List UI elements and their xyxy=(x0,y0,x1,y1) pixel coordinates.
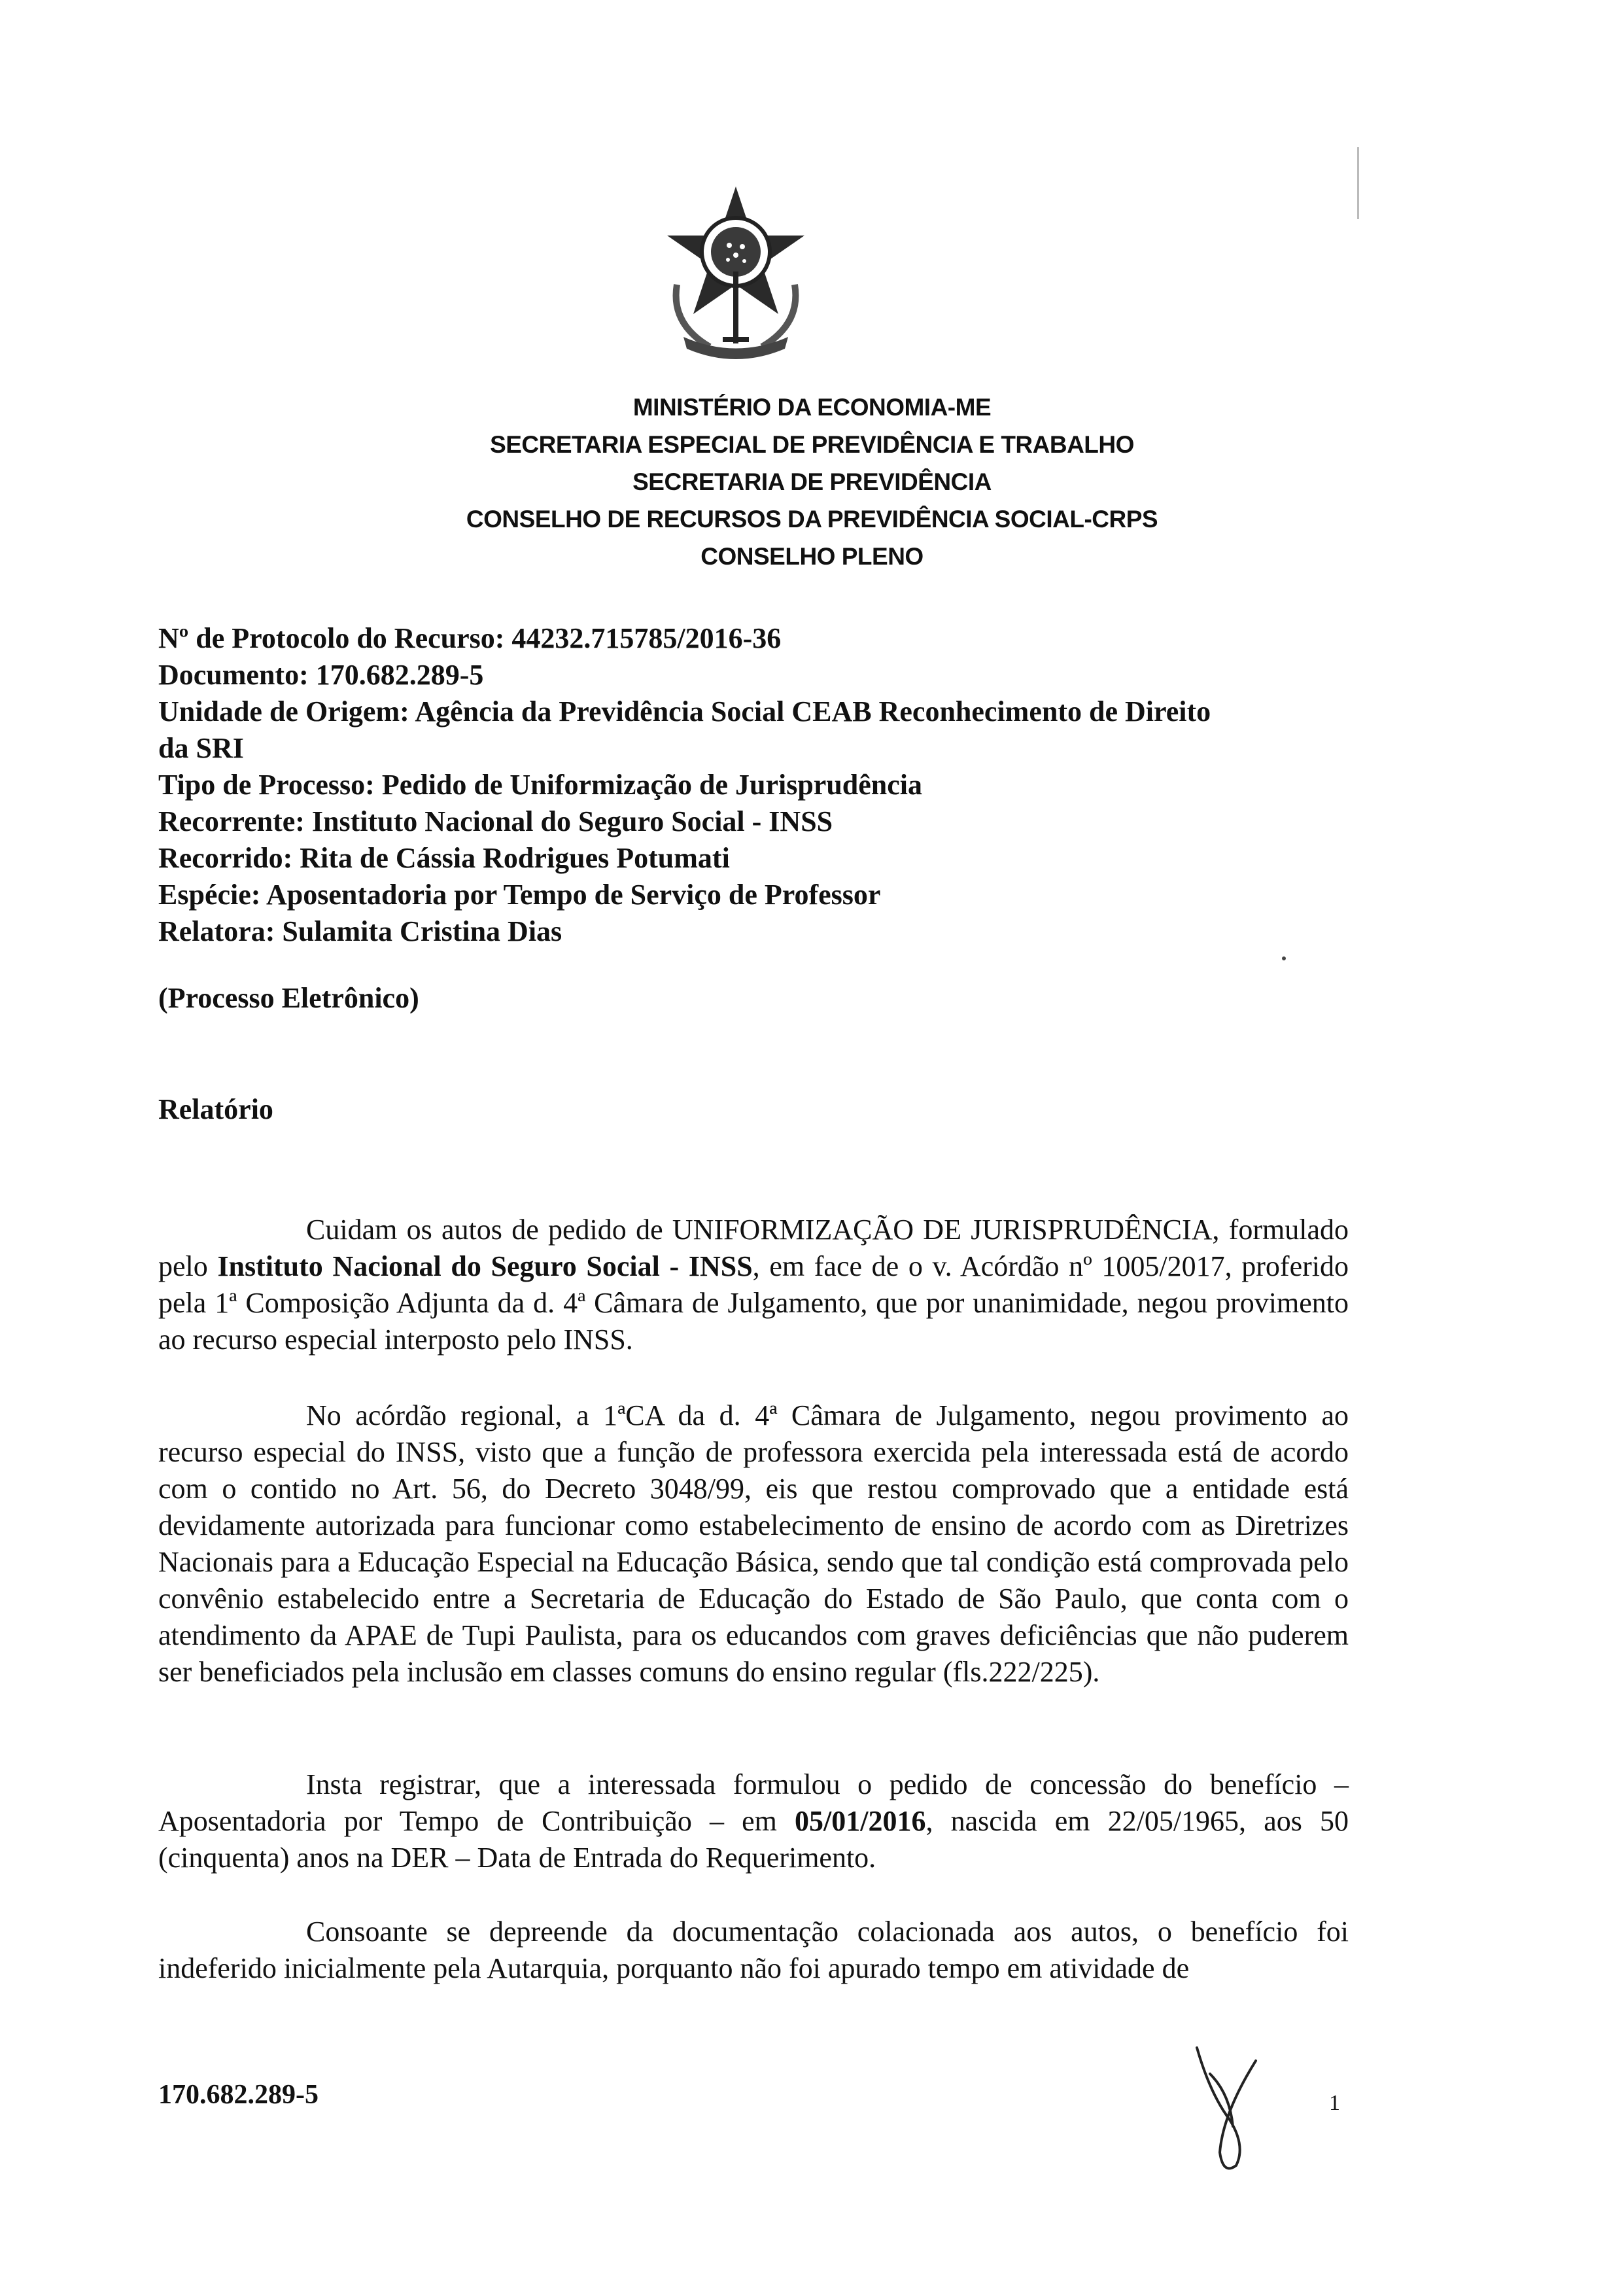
paragraph-4 xyxy=(158,1914,1349,1987)
respondent: Recorrido: Rita de Cássia Rodrigues Potumati xyxy=(158,842,730,874)
appellant: Recorrente: Instituto Nacional do Seguro Social - INSS xyxy=(158,805,833,837)
benefit-type: Espécie: Aposentadoria por Tempo de Serviço de Professor xyxy=(158,879,881,911)
origin-unit-continued: da SRI xyxy=(158,732,244,764)
p3-text-c: , nascida em 22/05/1965, aos 50 (cinquenta) anos na DER – Data de Entrada do Requerimento. xyxy=(158,1805,1349,1874)
document-number: Documento: 170.682.289-5 xyxy=(158,659,484,691)
process-note: (Processo Eletrônico) xyxy=(158,982,419,1014)
p1-text-a: Cuidam os autos de pedido de UNIFORMIZAÇÃO DE JURISPRUDÊNCIA, formulado pelo xyxy=(158,1214,1349,1282)
p1-text-bold: Instituto Nacional do Seguro Social - INSS xyxy=(217,1250,753,1282)
p4-text: Consoante se depreende da documentação colacionada aos autos, o benefício foi indeferido inicialmente pela Autarquia, porquanto não foi apurado tempo em atividade de xyxy=(158,1916,1349,1984)
rapporteur: Relatora: Sulamita Cristina Dias xyxy=(158,915,562,947)
header-line-council: CONSELHO DE RECURSOS DA PREVIDÊNCIA SOCIAL-CRPS xyxy=(466,506,1158,533)
footer-document-code: 170.682.289-5 xyxy=(158,2080,319,2110)
coat-of-arms-seal xyxy=(638,173,834,370)
process-type: Tipo de Processo: Pedido de Uniformização de Jurisprudência xyxy=(158,769,923,801)
origin-unit: Unidade de Origem: Agência da Previdência Social CEAB Reconhecimento de Direito xyxy=(158,695,1211,727)
paragraph-2 xyxy=(158,1397,1349,1691)
p3-date-bold: 05/01/2016 xyxy=(795,1805,926,1837)
page-number: 1 xyxy=(1329,2091,1340,2115)
p2-text: No acórdão regional, a 1ªCA da d. 4ª Câmara de Julgamento, negou provimento ao recurso especial do INSS, visto que a função de professora exercida pela interessada está de acordo com o contido no Art. 56, do Decreto 3048/99, eis que restou comprovado que a entidade está devidamente autorizada para funcionar como estabelecimento de ensino de acordo com as Diretrizes Nacionais para a Educação Especial na Educação Básica, sendo que tal condição está comprovada pelo convênio estabelecido entre a Secretaria de Educação do Estado de São Paulo, que conta com o atendimento da APAE de Tupi Paulista, para os educandos com graves deficiências que não puderem ser beneficiados pela inclusão em classes comuns do ensino regular (fls.222/225). xyxy=(158,1399,1349,1688)
section-title: Relatório xyxy=(158,1093,273,1125)
header-line-special-secretariat: SECRETARIA ESPECIAL DE PREVIDÊNCIA E TRABALHO xyxy=(490,431,1134,458)
scan-mark xyxy=(1357,147,1359,219)
paragraph-3 xyxy=(158,1766,1349,1876)
process-metadata xyxy=(158,620,1349,950)
p1-text-c: , em face de o v. Acórdão nº 1005/2017, proferido pela 1ª Composição Adjunta da d. 4ª Câmara de Julgamento, que por unanimidade, negou provimento ao recurso especial interposto pelo INSS. xyxy=(158,1250,1349,1356)
institution-header xyxy=(0,389,1624,575)
header-line-ministry: MINISTÉRIO DA ECONOMIA-ME xyxy=(632,394,992,421)
header-line-plenary: CONSELHO PLENO xyxy=(700,543,924,570)
scan-dot xyxy=(1282,956,1286,960)
paragraph-1 xyxy=(158,1212,1349,1358)
header-line-secretariat: SECRETARIA DE PREVIDÊNCIA xyxy=(632,468,992,495)
protocol-number: Nº de Protocolo do Recurso: 44232.715785/2016-36 xyxy=(158,622,782,654)
handwritten-signature xyxy=(1184,2035,1282,2179)
p3-text-a: Insta registrar, que a interessada formulou o pedido de concessão do benefício – Aposentadoria por Tempo de Contribuição – em xyxy=(158,1768,1349,1837)
